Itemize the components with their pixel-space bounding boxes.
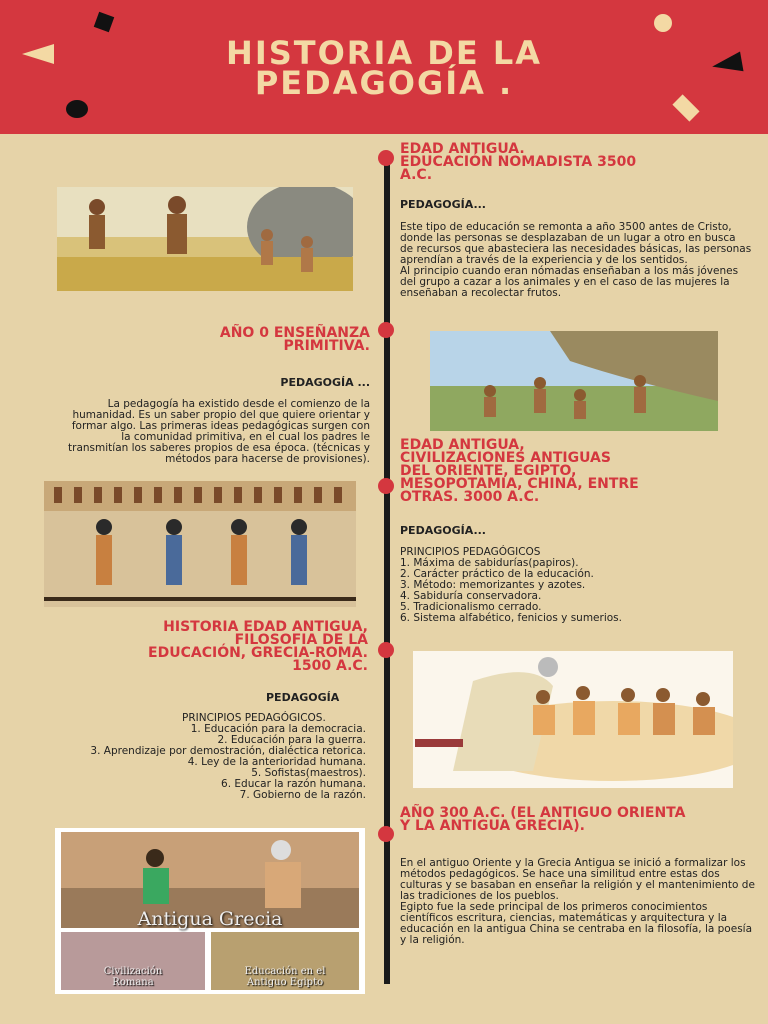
list-item: 7. Gobierno de la razón.	[239, 789, 366, 801]
primitive-community-image	[430, 331, 718, 431]
decor-diamond-icon	[94, 12, 115, 33]
timeline-dot	[378, 826, 394, 842]
header-banner	[0, 0, 768, 134]
title-line: PEDAGOGÍA .	[254, 64, 514, 102]
timeline-line	[384, 152, 390, 984]
section-body: La pedagogía ha existido desde el comienzo de la humanidad. Es un saber propio del que quiere orientar y formar algo. Las primeras ideas pedagógicas surgen con la comunidad primitiva, en el cual los padres le transmitían los saberes propios de esa época. (técnicas y métodos para hacerse de provisiones).	[68, 398, 370, 465]
section-subheading: PEDAGOGÍA...	[400, 198, 486, 211]
list-item: 1. Máxima de sabidurías(papiros).	[400, 557, 579, 569]
list-item: 5. Sofistas(maestros).	[251, 767, 366, 779]
collage-caption-left: Civilización Romana	[103, 966, 163, 988]
list-item: 4. Sabiduría conservadora.	[400, 590, 542, 602]
principles-list	[400, 558, 752, 624]
list-item: 3. Aprendizaje por demostración, dialéctica retorica.	[90, 745, 366, 757]
list-item: 1. Educación para la democracia.	[190, 723, 366, 735]
list-item: 6. Educar la razón humana.	[221, 778, 366, 790]
section-heading: EDAD ANTIGUA, CIVILIZACIONES ANTIGUAS DEL ORIENTE, EGIPTO, MESOPOTAMIA, CHINA, ENTRE OTRAS. 3000 A.C.	[400, 437, 639, 505]
decor-diamond-icon	[672, 94, 699, 121]
teacher-students-image	[413, 651, 733, 788]
list-item: 3. Método: memorizantes y azotes.	[400, 579, 586, 591]
collage-caption-right: Educación en el Antiguo Egipto	[244, 966, 326, 988]
section-body: PRINCIPIOS PEDAGÓGICOS 1. Máxima de sabidurías(papiros). 2. Carácter práctico de la educación. 3. Método: memorizantes y azotes. 4. Sabiduría conservadora. 5. Tradicionalismo cerrado. 6. Sistema alfabético, fenicios y sumerios.	[400, 547, 752, 624]
section-heading: AÑO 300 A.C. (EL ANTIGUO ORIENTA Y LA ANTIGUA GRECIA).	[400, 805, 686, 834]
decor-dot-icon	[654, 14, 672, 32]
collage-caption-main: Antigua Grecia	[137, 908, 283, 930]
page-title	[0, 34, 768, 102]
section-subheading: PEDAGOGÍA...	[400, 524, 486, 537]
section-heading: AÑO 0 ENSEÑANZA PRIMITIVA.	[219, 325, 370, 354]
decor-dot-icon	[66, 100, 88, 118]
list-item: 6. Sistema alfabético, fenicios y sumerios.	[400, 612, 622, 624]
section-heading: HISTORIA EDAD ANTIGUA, FILOSOFIA DE LA EDUCACIÓN, GRECIA-ROMA. 1500 A.C.	[148, 619, 368, 674]
title-line: HISTORIA DE LA	[226, 34, 542, 72]
section-body: En el antiguo Oriente y la Grecia Antigua se inició a formalizar los métodos pedagógicos. Se hace una similitud entre estas dos culturas y se basaban en enseñar la religión y el mantenimiento de las tradiciones de los pueblos. Egipto fue la sede principal de los primeros conocimientos científicos escritura, ciencias, matemáticas y arquitectura y la educación en la antigua China se centraba en la filosofía, la poesía y la religión.	[400, 857, 755, 946]
list-item: 4. Ley de la anterioridad humana.	[187, 756, 366, 768]
list-item: 2. Educación para la guerra.	[217, 734, 366, 746]
section-subheading: PEDAGOGÍA	[266, 691, 340, 704]
nomads-hunting-image	[57, 187, 353, 291]
list-item: 2. Carácter práctico de la educación.	[400, 568, 594, 580]
ancient-education-collage	[55, 828, 365, 994]
section-heading: EDAD ANTIGUA. EDUCACIÓN NOMADISTA 3500 A.C.	[400, 141, 637, 183]
egyptian-papyrus-image	[44, 481, 356, 607]
timeline-dot	[378, 478, 394, 494]
list-item: 5. Tradicionalismo cerrado.	[400, 601, 542, 613]
principles-list	[70, 724, 366, 801]
section-body: PRINCIPIOS PEDAGÓGICOS. 1. Educación para la democracia. 2. Educación para la guerra. 3. Aprendizaje por demostración, dialéctica retorica. 4. Ley de la anterioridad humana. 5. Sofistas(maestros). 6. Educar la razón humana. 7. Gobierno de la razón.	[70, 713, 366, 801]
timeline-dot	[378, 642, 394, 658]
timeline-dot	[378, 322, 394, 338]
timeline-dot	[378, 150, 394, 166]
section-body: Este tipo de educación se remonta a año 3500 antes de Cristo, donde las personas se desplazaban de un lugar a otro en busca de recursos que abasteciera las necesidades básicas, las personas aprendían a través de la experiencia y de los sentidos. Al principio cuando eran nómadas enseñaban a los más jóvenes del grupo a cazar a los animales y en el caso de las mujeres la enseñaban a recolectar frutos.	[400, 221, 752, 299]
section-subheading: PEDAGOGÍA ...	[280, 376, 370, 389]
